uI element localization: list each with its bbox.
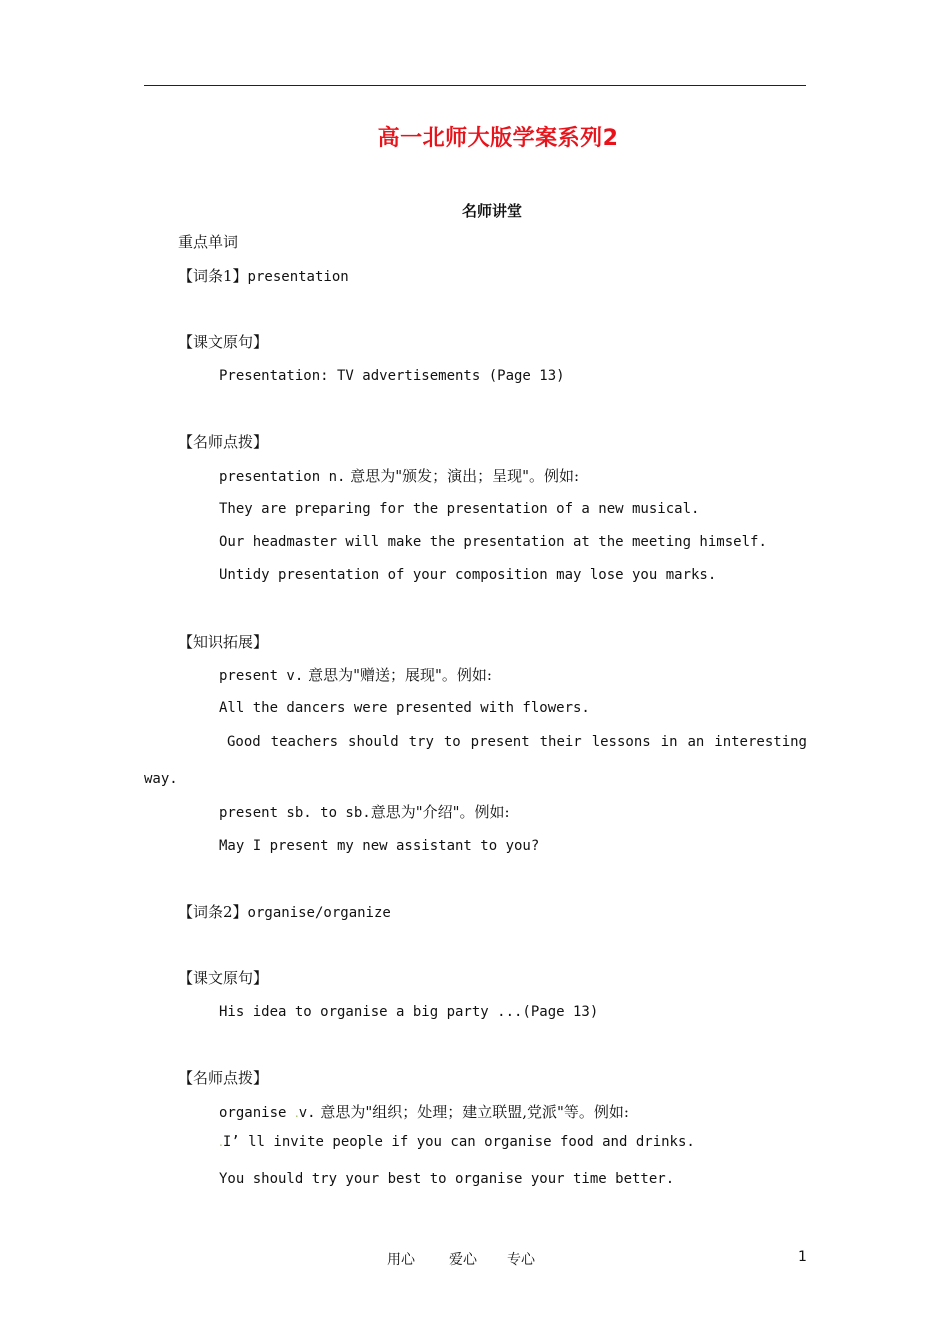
example-sentence: May I present my new assistant to you? <box>219 838 540 854</box>
footer-text-2: 爱心 <box>449 1252 477 1268</box>
original-sentence: His idea to organise a big party ...(Page 13) <box>219 1004 599 1020</box>
definition-text: 意思为"组织；处理；建立联盟,党派"等。例如: <box>315 1103 629 1121</box>
definition-word-pos: v. <box>298 1105 316 1121</box>
footer-text-3: 专心 <box>507 1252 535 1268</box>
original-sentence: Presentation: TV advertisements (Page 13) <box>219 368 565 384</box>
tips-heading: 【名师点拨】 <box>178 1069 269 1087</box>
original-heading: 【课文原句】 <box>178 969 269 987</box>
page-title: 高一北师大版学案系列2 <box>377 126 619 151</box>
entry-1-heading <box>178 266 349 287</box>
original-heading: 【课文原句】 <box>178 333 269 351</box>
definition-word: present v. <box>219 668 304 684</box>
definition-word: presentation n. <box>219 469 346 485</box>
page-number: 1 <box>798 1249 807 1265</box>
definition-word: present sb. to sb. <box>219 805 371 821</box>
example-sentence: Our headmaster will make the presentation at the meeting himself. <box>219 534 767 550</box>
entry-label: 【词条2】 <box>178 903 248 921</box>
entry-word: presentation <box>247 269 349 285</box>
entry-word: organise/organize <box>247 905 391 921</box>
footer-text-1: 用心 <box>387 1252 415 1268</box>
example-text: I’ ll invite people if you can organise food and drinks. <box>222 1134 695 1150</box>
section-heading: 重点单词 <box>178 233 239 251</box>
example-sentence: Untidy presentation of your composition may lose you marks. <box>219 567 717 583</box>
tips-heading: 【名师点拨】 <box>178 433 269 451</box>
definition-text: 意思为"介绍"。例如: <box>370 803 510 821</box>
example-sentence <box>219 1131 695 1152</box>
header-rule <box>144 85 806 86</box>
definition-text: 意思为"赠送；展现"。例如: <box>303 666 492 684</box>
tips-definition <box>219 466 579 487</box>
extend-definition-2 <box>219 802 510 823</box>
annotation-mark: . <box>294 1106 299 1120</box>
extend-definition <box>219 665 492 686</box>
example-sentence: You should try your best to organise your time better. <box>219 1171 675 1187</box>
annotation-mark: . <box>219 1135 223 1149</box>
definition-text: 意思为"颁发；演出；呈现"。例如: <box>345 467 580 485</box>
tips-definition <box>219 1102 629 1123</box>
section-title: 名师讲堂 <box>461 202 522 220</box>
definition-word: organise <box>219 1105 295 1121</box>
example-sentence: They are preparing for the presentation of a new musical. <box>219 501 700 517</box>
example-sentence: Good teachers should try to present their lessons in an interesting <box>227 734 807 750</box>
example-sentence-continued: way. <box>144 771 178 787</box>
entry-label: 【词条1】 <box>178 267 248 285</box>
entry-2-heading <box>178 902 391 923</box>
example-sentence: All the dancers were presented with flowers. <box>219 700 590 716</box>
extend-heading: 【知识拓展】 <box>178 633 269 651</box>
